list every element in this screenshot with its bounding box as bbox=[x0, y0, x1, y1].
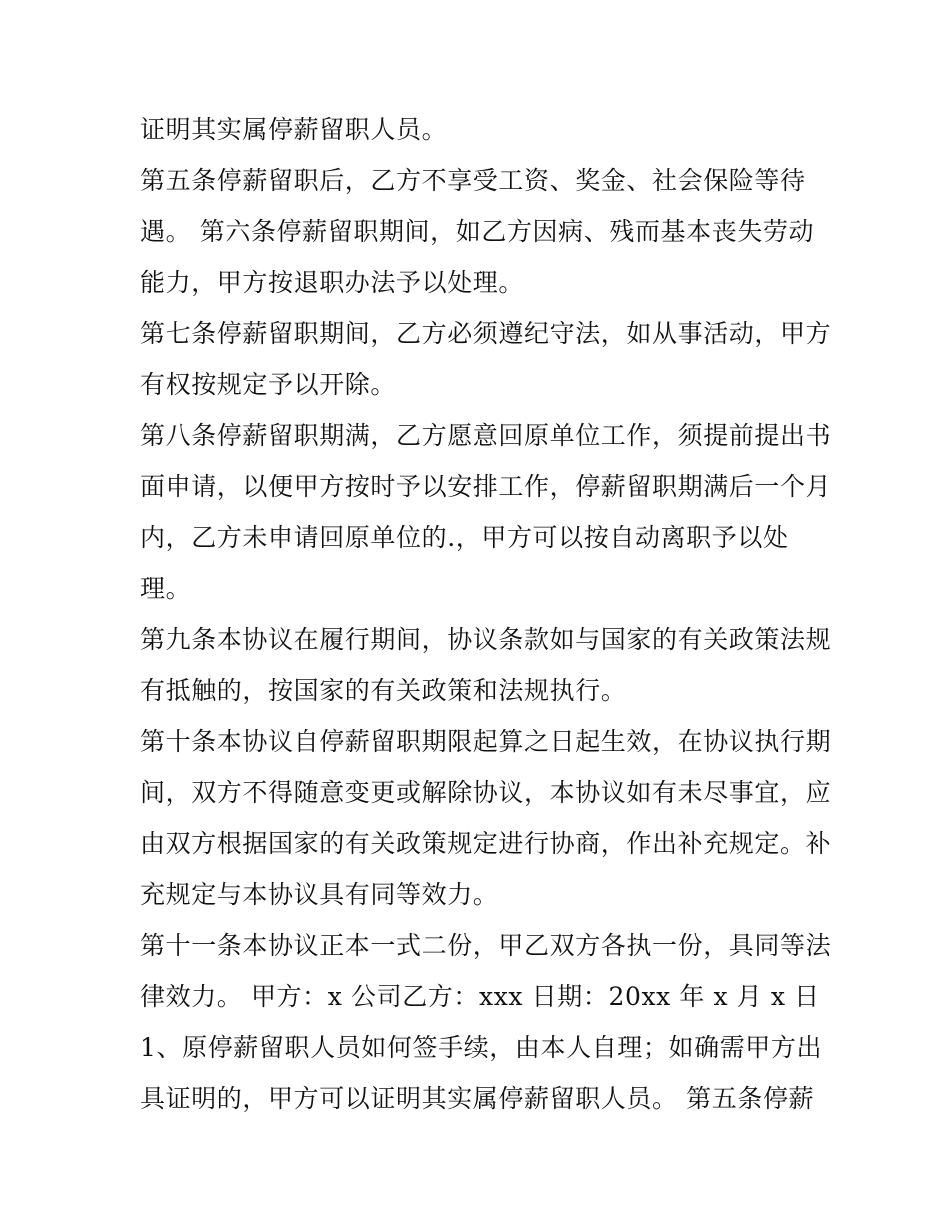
text-line: 第十条本协议自停薪留职期限起算之日起生效，在协议执行期 bbox=[140, 727, 832, 756]
text-line: 理。 bbox=[140, 574, 192, 603]
text-line: 第九条本协议在履行期间，协议条款如与国家的有关政策法规 bbox=[140, 625, 832, 654]
text-line: 内，乙方未申请回原单位的.，甲方可以按自动离职予以处 bbox=[140, 523, 789, 552]
text-line: 律效力。 甲方：x 公司乙方：xxx 日期：20xx 年 x 月 x 日 bbox=[140, 982, 820, 1011]
text-line: 能力，甲方按退职办法予以处理。 bbox=[140, 268, 525, 297]
text-line: 具证明的，甲方可以证明其实属停薪留职人员。 第五条停薪 bbox=[140, 1084, 815, 1113]
text-line: 充规定与本协议具有同等效力。 bbox=[140, 880, 499, 909]
text-line: 遇。 第六条停薪留职期间，如乙方因病、残而基本丧失劳动 bbox=[140, 217, 815, 246]
text-line: 第五条停薪留职后，乙方不享受工资、奖金、社会保险等待 bbox=[140, 166, 806, 195]
text-line: 有权按规定予以开除。 bbox=[140, 370, 397, 399]
text-line: 间，双方不得随意变更或解除协议，本协议如有未尽事宜，应 bbox=[140, 778, 832, 807]
text-line: 第七条停薪留职期间，乙方必须遵纪守法，如从事活动，甲方 bbox=[140, 319, 832, 348]
text-line: 第十一条本协议正本一式二份，甲乙双方各执一份，具同等法 bbox=[140, 931, 832, 960]
text-line: 有抵触的，按国家的有关政策和法规执行。 bbox=[140, 676, 627, 705]
text-line: 1、原停薪留职人员如何签手续，由本人自理；如确需甲方出 bbox=[140, 1033, 823, 1062]
text-line: 面申请，以便甲方按时予以安排工作，停薪留职期满后一个月 bbox=[140, 472, 832, 501]
text-line: 证明其实属停薪留职人员。 bbox=[140, 115, 448, 144]
text-line: 第八条停薪留职期满，乙方愿意回原单位工作，须提前提出书 bbox=[140, 421, 832, 450]
text-line: 由双方根据国家的有关政策规定进行协商，作出补充规定。补 bbox=[140, 829, 832, 858]
